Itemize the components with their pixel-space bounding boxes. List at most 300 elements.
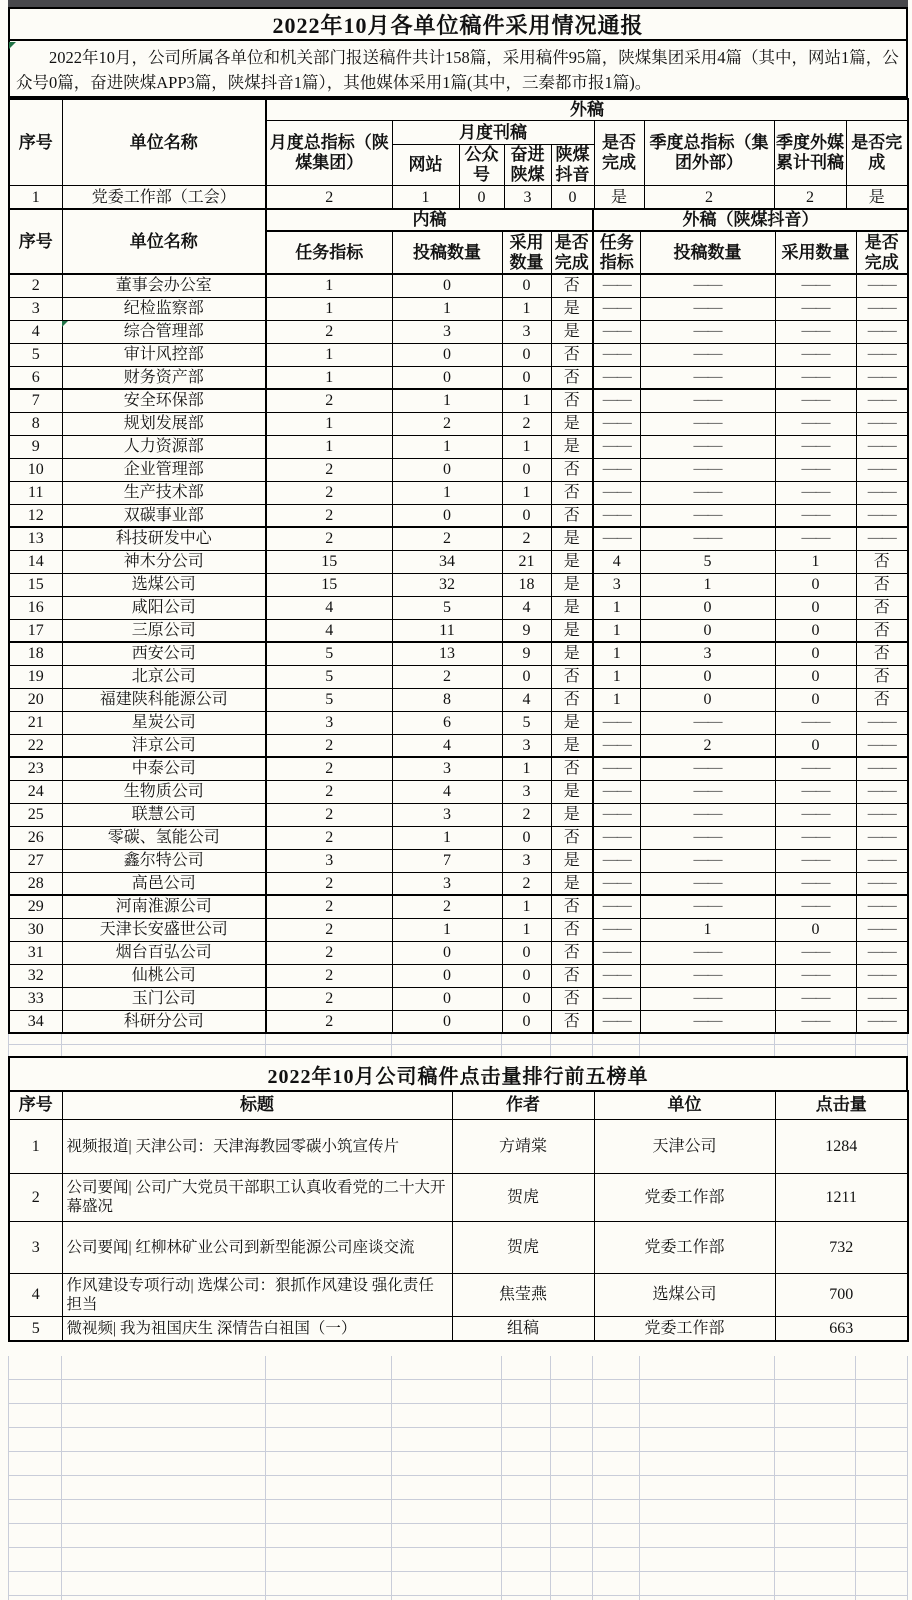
- cell-author: 方靖棠: [452, 1119, 594, 1173]
- cell-adopted: 0: [502, 826, 551, 849]
- cell-rank: 3: [9, 1221, 62, 1273]
- cell-adopted: 0: [502, 987, 551, 1010]
- cell-submitted-outer: ——: [640, 964, 775, 987]
- cell-done-outer: ——: [856, 941, 908, 964]
- cell-done-outer: 否: [856, 619, 908, 642]
- cell-adopted: 2: [502, 412, 551, 435]
- ranking-title-cell: [8, 1056, 908, 1090]
- cell-adopted: 1: [502, 297, 551, 320]
- table-row: [9, 826, 908, 849]
- header-adopted: 采用数量: [502, 231, 551, 274]
- cell-unit: 天津长安盛世公司: [62, 918, 266, 941]
- cell-task: 2: [266, 872, 392, 895]
- cell-adopted: 4: [502, 688, 551, 711]
- table-row: [9, 734, 908, 757]
- cell-seq: 18: [9, 642, 62, 665]
- table-row: [9, 596, 908, 619]
- cell-submitted: 4: [392, 780, 502, 803]
- cell-task-outer: ——: [593, 780, 640, 803]
- cell-done: 否: [551, 688, 593, 711]
- cell-submitted: 8: [392, 688, 502, 711]
- cell-app: 3: [504, 186, 551, 211]
- cell-task: 4: [266, 619, 392, 642]
- cell-unit: 高邑公司: [62, 872, 266, 895]
- header-monthly-target: 月度总指标（陕煤集团）: [266, 121, 392, 186]
- cell-adopted-outer: ——: [775, 274, 856, 297]
- cell-unit: 天津公司: [594, 1119, 775, 1173]
- cell-task-outer: ——: [593, 895, 640, 918]
- cell-submitted-outer: 0: [640, 596, 775, 619]
- cell-done: 是: [551, 596, 593, 619]
- cell-task: 2: [266, 734, 392, 757]
- cell-done-outer: ——: [856, 780, 908, 803]
- cell-done: 是: [551, 435, 593, 458]
- cell-adopted: 3: [502, 849, 551, 872]
- ranking-row: [9, 1173, 908, 1221]
- cell-task-outer: ——: [593, 412, 640, 435]
- cell-unit: 生产技术部: [62, 481, 266, 504]
- cell-submitted-outer: 3: [640, 642, 775, 665]
- cell-unit: 选煤公司: [62, 573, 266, 596]
- cell-douyin: 0: [551, 186, 594, 211]
- table-row: [9, 665, 908, 688]
- cell-done-outer: ——: [856, 803, 908, 826]
- cell-task-outer: ——: [593, 711, 640, 734]
- rank-header-title: 标题: [62, 1091, 452, 1119]
- cell-done-outer: 否: [856, 550, 908, 573]
- cell-indicator-icon: [62, 321, 68, 327]
- cell-task: 2: [266, 964, 392, 987]
- cell-done-outer: ——: [856, 826, 908, 849]
- cell-submitted-outer: ——: [640, 826, 775, 849]
- cell-submitted: 13: [392, 642, 502, 665]
- cell-task-outer: ——: [593, 274, 640, 297]
- cell-wechat: 0: [459, 186, 504, 211]
- table-row: [9, 849, 908, 872]
- cell-adopted-outer: ——: [775, 435, 856, 458]
- cell-unit: 选煤公司: [594, 1273, 775, 1316]
- cell-submitted: 2: [392, 412, 502, 435]
- cell-done-outer: ——: [856, 964, 908, 987]
- cell-adopted: 3: [502, 320, 551, 343]
- cell-seq: 2: [9, 274, 62, 297]
- cell-unit: 玉门公司: [62, 987, 266, 1010]
- cell-done-outer: 否: [856, 665, 908, 688]
- header-seq: 序号: [9, 99, 62, 186]
- cell-adopted-outer: ——: [775, 780, 856, 803]
- cell-done: 是: [551, 297, 593, 320]
- cell-adopted-outer: ——: [775, 389, 856, 412]
- cell-submitted-outer: 2: [640, 734, 775, 757]
- cell-task: 15: [266, 550, 392, 573]
- cell-task: 5: [266, 688, 392, 711]
- cell-task: 1: [266, 274, 392, 297]
- cell-submitted: 11: [392, 619, 502, 642]
- cell-done-outer: ——: [856, 527, 908, 550]
- cell-adopted-outer: ——: [775, 941, 856, 964]
- cell-task-outer: ——: [593, 918, 640, 941]
- cell-done-outer: 否: [856, 642, 908, 665]
- cell-seq: 34: [9, 1010, 62, 1033]
- table-row: [9, 573, 908, 596]
- cell-submitted: 0: [392, 504, 502, 527]
- cell-adopted-outer: ——: [775, 849, 856, 872]
- cell-unit: 仙桃公司: [62, 964, 266, 987]
- cell-adopted-outer: 0: [775, 573, 856, 596]
- cell-task: 1: [266, 412, 392, 435]
- cell-seq: 16: [9, 596, 62, 619]
- cell-article-title: 公司要闻| 公司广大党员干部职工认真收看党的二十大开幕盛况: [62, 1173, 452, 1221]
- cell-seq: 6: [9, 366, 62, 389]
- cell-submitted-outer: ——: [640, 527, 775, 550]
- cell-submitted-outer: ——: [640, 297, 775, 320]
- cell-done-outer: ——: [856, 1010, 908, 1033]
- cell-adopted: 0: [502, 665, 551, 688]
- cell-task: 2: [266, 458, 392, 481]
- cell-done-outer: 否: [856, 596, 908, 619]
- cell-submitted-outer: ——: [640, 481, 775, 504]
- cell-author: 组稿: [452, 1316, 594, 1341]
- cell-seq: 1: [9, 186, 62, 211]
- cell-submitted: 0: [392, 274, 502, 297]
- cell-unit: 审计风控部: [62, 343, 266, 366]
- cell-task: 3: [266, 711, 392, 734]
- cell-website: 1: [392, 186, 459, 211]
- table-row: [9, 688, 908, 711]
- cell-clicks: 732: [775, 1221, 908, 1273]
- cell-submitted: 0: [392, 366, 502, 389]
- cell-author: 焦莹燕: [452, 1273, 594, 1316]
- header-done: 是否完成: [551, 231, 593, 274]
- cell-rank: 4: [9, 1273, 62, 1316]
- cell-adopted-outer: ——: [775, 757, 856, 780]
- cell-submitted: 3: [392, 757, 502, 780]
- table-row: [9, 481, 908, 504]
- cell-done: 否: [551, 389, 593, 412]
- cell-adopted: 1: [502, 481, 551, 504]
- cell-unit: 河南淮源公司: [62, 895, 266, 918]
- cell-task-outer: 1: [593, 619, 640, 642]
- cell-unit: 三原公司: [62, 619, 266, 642]
- cell-done: 否: [551, 665, 593, 688]
- cell-adopted-outer: 0: [775, 596, 856, 619]
- cell-seq: 12: [9, 504, 62, 527]
- cell-done: 是: [551, 550, 593, 573]
- cell-task-outer: 3: [593, 573, 640, 596]
- cell-done: 否: [551, 274, 593, 297]
- cell-rank: 1: [9, 1119, 62, 1173]
- cell-done-outer: ——: [856, 711, 908, 734]
- cell-done-outer: 否: [856, 573, 908, 596]
- cell-done-outer: ——: [856, 274, 908, 297]
- cell-done: 是: [551, 320, 593, 343]
- cell-unit: 党委工作部: [594, 1173, 775, 1221]
- table-row: [9, 412, 908, 435]
- cell-task: 2: [266, 320, 392, 343]
- cell-submitted-outer: 1: [640, 918, 775, 941]
- cell-adopted: 1: [502, 389, 551, 412]
- cell-task: 5: [266, 665, 392, 688]
- cell-adopted-outer: ——: [775, 711, 856, 734]
- cell-unit: 综合管理部: [62, 320, 266, 343]
- cell-adopted: 2: [502, 527, 551, 550]
- cell-task-outer: ——: [593, 366, 640, 389]
- empty-sheet-grid: [8, 1356, 908, 1600]
- cell-done: 是: [551, 803, 593, 826]
- cell-submitted: 0: [392, 1010, 502, 1033]
- cell-done-outer: ——: [856, 435, 908, 458]
- cell-task-outer: ——: [593, 849, 640, 872]
- cropped-row-strip: [8, 0, 908, 7]
- cell-seq: 10: [9, 458, 62, 481]
- cell-task-outer: ——: [593, 343, 640, 366]
- cell-adopted-outer: ——: [775, 320, 856, 343]
- cell-task-outer: ——: [593, 826, 640, 849]
- cell-task-outer: ——: [593, 320, 640, 343]
- cell-adopted-outer: ——: [775, 872, 856, 895]
- cell-adopted-outer: ——: [775, 297, 856, 320]
- table-row: [9, 711, 908, 734]
- cell-submitted: 1: [392, 297, 502, 320]
- cell-unit: 人力资源部: [62, 435, 266, 458]
- cell-seq: 21: [9, 711, 62, 734]
- cell-submitted: 7: [392, 849, 502, 872]
- cell-adopted-outer: ——: [775, 481, 856, 504]
- cell-done: 否: [551, 826, 593, 849]
- cell-quarter-pub: 2: [774, 186, 846, 211]
- cell-submitted: 3: [392, 803, 502, 826]
- cell-adopted: 0: [502, 1010, 551, 1033]
- cell-seq: 31: [9, 941, 62, 964]
- header-done2: 是否完成: [846, 121, 908, 186]
- cell-submitted: 1: [392, 481, 502, 504]
- cell-submitted-outer: 5: [640, 550, 775, 573]
- cell-article-title: 微视频| 我为祖国庆生 深情告白祖国（一）: [62, 1316, 452, 1341]
- cell-task-outer: ——: [593, 504, 640, 527]
- cell-seq: 15: [9, 573, 62, 596]
- cell-submitted-outer: 1: [640, 573, 775, 596]
- cell-adopted-outer: 0: [775, 619, 856, 642]
- cell-adopted-outer: ——: [775, 343, 856, 366]
- cell-task: 2: [266, 895, 392, 918]
- table-row: [9, 941, 908, 964]
- cell-clicks: 1211: [775, 1173, 908, 1221]
- rank-header-author: 作者: [452, 1091, 594, 1119]
- cell-submitted-outer: ——: [640, 711, 775, 734]
- header-submitted: 投稿数量: [392, 231, 502, 274]
- cell-seq: 3: [9, 297, 62, 320]
- cell-unit: 联慧公司: [62, 803, 266, 826]
- cell-adopted-outer: 0: [775, 665, 856, 688]
- header-done: 是否完成: [594, 121, 644, 186]
- cell-seq: 33: [9, 987, 62, 1010]
- ranking-row: [9, 1221, 908, 1273]
- cell-task: 5: [266, 642, 392, 665]
- cell-task-outer: 1: [593, 688, 640, 711]
- table-row: [9, 389, 908, 412]
- ranking-row: [9, 1119, 908, 1173]
- table-row: [9, 320, 908, 343]
- cell-submitted: 3: [392, 872, 502, 895]
- cell-task: 1: [266, 366, 392, 389]
- cell-seq: 9: [9, 435, 62, 458]
- empty-sheet-row: [8, 1034, 908, 1056]
- cell-monthly-target: 2: [266, 186, 392, 211]
- cell-done: 否: [551, 895, 593, 918]
- cell-unit: 科研分公司: [62, 1010, 266, 1033]
- cell-submitted: 0: [392, 941, 502, 964]
- cell-done: 是: [551, 527, 593, 550]
- header-outer-group: 外稿（陕煤抖音）: [593, 209, 908, 231]
- cell-adopted-outer: ——: [775, 366, 856, 389]
- header-task-outer: 任务指标: [593, 231, 640, 274]
- cell-submitted-outer: ——: [640, 780, 775, 803]
- cell-adopted-outer: 0: [775, 734, 856, 757]
- cell-submitted: 1: [392, 435, 502, 458]
- cell-done-outer: ——: [856, 412, 908, 435]
- cell-done: 否: [551, 366, 593, 389]
- table-row: [9, 186, 908, 211]
- cell-seq: 30: [9, 918, 62, 941]
- cell-submitted: 0: [392, 964, 502, 987]
- cell-done: 否: [551, 343, 593, 366]
- cell-adopted-outer: 0: [775, 688, 856, 711]
- cell-seq: 26: [9, 826, 62, 849]
- cell-submitted-outer: ——: [640, 274, 775, 297]
- cell-task-outer: 1: [593, 642, 640, 665]
- cell-done-outer: ——: [856, 366, 908, 389]
- cell-submitted: 4: [392, 734, 502, 757]
- table-row: [9, 803, 908, 826]
- header-submitted-outer: 投稿数量: [640, 231, 775, 274]
- ranking-row: [9, 1316, 908, 1341]
- cell-unit: 中泰公司: [62, 757, 266, 780]
- cell-done: 是: [551, 734, 593, 757]
- cell-unit: 规划发展部: [62, 412, 266, 435]
- cell-task-outer: ——: [593, 435, 640, 458]
- cell-submitted-outer: ——: [640, 504, 775, 527]
- cell-adopted: 3: [502, 780, 551, 803]
- cell-seq: 29: [9, 895, 62, 918]
- cell-adopted-outer: 0: [775, 642, 856, 665]
- table-row: [9, 458, 908, 481]
- cell-submitted-outer: ——: [640, 343, 775, 366]
- cell-task-outer: ——: [593, 987, 640, 1010]
- cell-submitted-outer: ——: [640, 389, 775, 412]
- cell-done: 是: [551, 780, 593, 803]
- report-title-cell: [8, 7, 908, 41]
- cell-adopted-outer: ——: [775, 1010, 856, 1033]
- header-quarter-target: 季度总指标（集团外部）: [644, 121, 774, 186]
- cell-task: 2: [266, 987, 392, 1010]
- header-seq: 序号: [9, 209, 62, 274]
- cell-unit: 科技研发中心: [62, 527, 266, 550]
- header-adopted-outer: 采用数量: [775, 231, 856, 274]
- header-outer-group: 外稿: [266, 99, 908, 121]
- cell-seq: 17: [9, 619, 62, 642]
- cell-task-outer: ——: [593, 757, 640, 780]
- cell-task: 2: [266, 527, 392, 550]
- cell-submitted: 0: [392, 458, 502, 481]
- cell-adopted: 1: [502, 757, 551, 780]
- unit-manuscript-table: [8, 208, 909, 1034]
- cell-task: 1: [266, 343, 392, 366]
- rank-header-clicks: 点击量: [775, 1091, 908, 1119]
- cell-adopted: 21: [502, 550, 551, 573]
- cell-submitted: 1: [392, 389, 502, 412]
- cell-seq: 8: [9, 412, 62, 435]
- cell-task-outer: ——: [593, 481, 640, 504]
- cell-unit: 双碳事业部: [62, 504, 266, 527]
- cell-done: 否: [551, 964, 593, 987]
- cell-article-title: 视频报道| 天津公司：天津海教园零碳小筑宣传片: [62, 1119, 452, 1173]
- cell-seq: 25: [9, 803, 62, 826]
- cell-unit: 生物质公司: [62, 780, 266, 803]
- click-ranking-table: [8, 1090, 909, 1342]
- cell-done: 否: [551, 941, 593, 964]
- header-app: 奋进陕煤: [504, 145, 551, 186]
- table-row: [9, 757, 908, 780]
- table-row: [9, 642, 908, 665]
- cell-adopted: 9: [502, 619, 551, 642]
- cell-adopted-outer: 0: [775, 918, 856, 941]
- cell-adopted: 0: [502, 941, 551, 964]
- cell-unit: 星炭公司: [62, 711, 266, 734]
- cell-task-outer: ——: [593, 297, 640, 320]
- cell-task-outer: ——: [593, 1010, 640, 1033]
- cell-done-outer: ——: [856, 849, 908, 872]
- cell-done-outer: ——: [856, 389, 908, 412]
- cell-clicks: 1284: [775, 1119, 908, 1173]
- cell-task: 2: [266, 826, 392, 849]
- cell-submitted: 0: [392, 343, 502, 366]
- cell-done: 是: [551, 849, 593, 872]
- cell-done: 否: [551, 458, 593, 481]
- cell-adopted: 2: [502, 872, 551, 895]
- cell-submitted-outer: ——: [640, 849, 775, 872]
- cell-seq: 5: [9, 343, 62, 366]
- cell-done: 是: [551, 412, 593, 435]
- table-row: [9, 1010, 908, 1033]
- table-row: [9, 780, 908, 803]
- cell-unit: 党委工作部（工会）: [62, 186, 266, 211]
- cell-unit: 安全环保部: [62, 389, 266, 412]
- cell-adopted: 3: [502, 734, 551, 757]
- cell-seq: 28: [9, 872, 62, 895]
- cell-task: 1: [266, 435, 392, 458]
- cell-done2: 是: [846, 186, 908, 211]
- cell-submitted-outer: ——: [640, 803, 775, 826]
- cell-task: 2: [266, 389, 392, 412]
- ranking-title: 2022年10月公司稿件点击量排行前五榜单: [267, 1065, 649, 1088]
- cell-adopted-outer: 1: [775, 550, 856, 573]
- cell-done: 是: [551, 872, 593, 895]
- table-row: [9, 918, 908, 941]
- table-row: [9, 366, 908, 389]
- page-title: 2022年10月各单位稿件采用情况通报: [272, 12, 644, 38]
- header-website: 网站: [392, 145, 459, 186]
- cell-seq: 32: [9, 964, 62, 987]
- cell-task: 2: [266, 803, 392, 826]
- cell-adopted-outer: ——: [775, 412, 856, 435]
- header-unit: 单位名称: [62, 209, 266, 274]
- cell-submitted-outer: ——: [640, 435, 775, 458]
- cell-done: 否: [551, 504, 593, 527]
- header-unit: 单位名称: [62, 99, 266, 186]
- cell-task: 2: [266, 780, 392, 803]
- rank-header-unit: 单位: [594, 1091, 775, 1119]
- table-row: [9, 504, 908, 527]
